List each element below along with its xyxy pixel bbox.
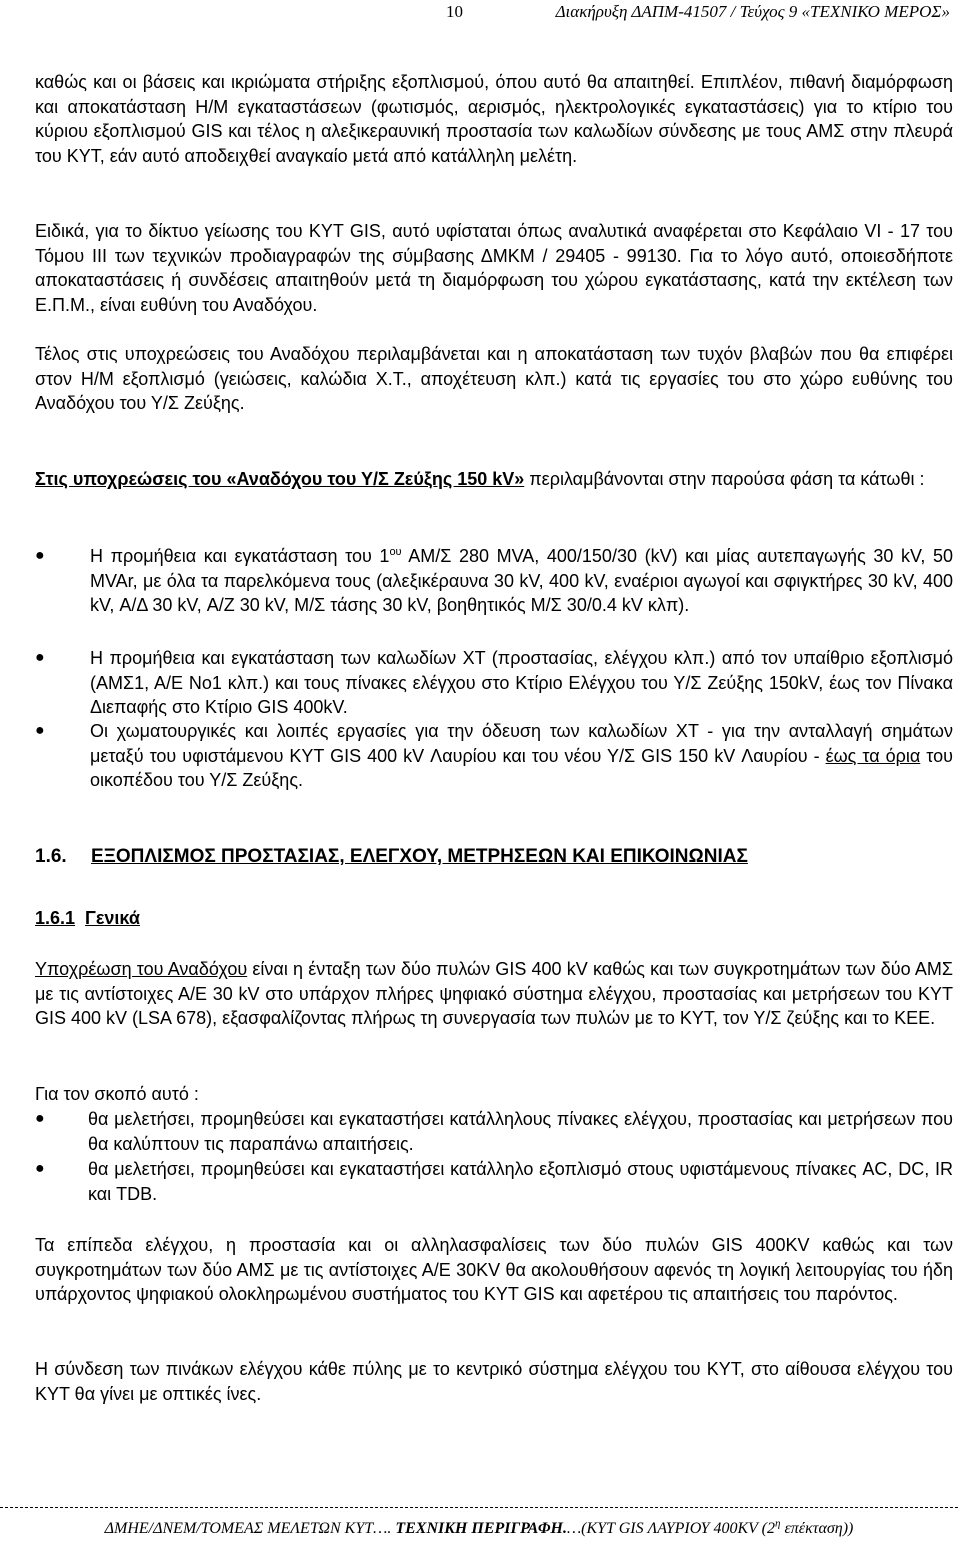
list-item bbox=[35, 646, 953, 720]
list-item bbox=[35, 1107, 953, 1156]
footer-department: ΔΜΗΕ/ΔΝΕΜ/ΤΟΜΕΑΣ ΜΕΛΕΤΩΝ ΚΥΤ…. bbox=[104, 1520, 396, 1537]
obligations-intro: περιλαμβάνονται στην παρούσα φάση τα κάτωθι : bbox=[524, 469, 925, 489]
header-title: Διακήρυξη ΔΑΠΜ-41507 / Τεύχος 9 «ΤΕΧΝΙΚΟ ΜΕΡΟΣ» bbox=[555, 2, 950, 21]
list-item bbox=[35, 1157, 953, 1206]
section-heading-1-6-1 bbox=[35, 908, 140, 929]
bullet-icon: ● bbox=[35, 547, 45, 564]
paragraph-6 bbox=[35, 1082, 953, 1107]
footer-project: …(ΚΥΤ GIS ΛΑΥΡΙΟΥ 400KV (2 bbox=[566, 1520, 775, 1537]
paragraph-5 bbox=[35, 957, 953, 1031]
footer-extension: επέκταση)) bbox=[780, 1520, 854, 1537]
paragraph-2-text: Ειδικά, για το δίκτυο γείωσης του ΚΥΤ GIS, αυτό υφίσταται όπως αναλυτικά αναφέρεται στο Κεφάλαιο VI - 17 του Τόμου III των τεχνικών προδιαγραφών της σύμβασης ΔΜΚΜ / 29405 - 99130. Για το λόγο αυτό, οποιεσδήποτε αποκαταστάσεις ή συνδέσεις απαιτηθούν μετά τη διαμόρφωση του χώρου εγκατάστασης, κατά την εκτέλεση των Ε.Π.Μ., είναι ευθύνη του Αναδόχου. bbox=[35, 221, 953, 315]
bullet-1-text-pre: Η προμήθεια και εγκατάσταση του 1 bbox=[90, 546, 390, 566]
paragraph-8-text: Η σύνδεση των πινάκων ελέγχου κάθε πύλης με το κεντρικό σύστημα ελέγχου του ΚΥΤ, στο αίθουσα ελέγχου του ΚΥΤ θα γίνει με οπτικές ίνες. bbox=[35, 1359, 953, 1404]
page-number: 10 bbox=[446, 2, 463, 21]
bullet-4-text: θα μελετήσει, προμηθεύσει και εγκαταστήσει κατάλληλους πίνακες ελέγχου, προστασίας και μετρήσεων που θα καλύπτουν τις παραπάνω απαιτήσεις. bbox=[88, 1109, 953, 1154]
page-footer bbox=[0, 1517, 958, 1538]
paragraph-1 bbox=[35, 70, 953, 168]
footer-sup: η bbox=[774, 1517, 781, 1530]
subsection-number: 1.6.1 bbox=[35, 908, 76, 928]
footer-doc-type: ΤΕΧΝΙΚΗ ΠΕΡΙΓΡΑΦΗ. bbox=[395, 1520, 567, 1537]
bullet-5-text: θα μελετήσει, προμηθεύσει και εγκαταστήσει κατάλληλο εξοπλισμό στους υφιστάμενους πίνακες AC, DC, IR και TDB. bbox=[88, 1159, 953, 1204]
footer-divider bbox=[0, 1507, 958, 1508]
paragraph-8 bbox=[35, 1357, 953, 1406]
section-number: 1.6. bbox=[35, 846, 67, 867]
paragraph-1-text: καθώς και οι βάσεις και ικριώματα στήριξης εξοπλισμού, όπου αυτό θα απαιτηθεί. Επιπλέον, πιθανή διαμόρφωση και αποκατάσταση Η/Μ εγκαταστάσεων (φωτισμός, αερισμός, ηλεκτρολογικές εγκαταστάσεις) για το κτίριο του κύριου εξοπλισμού GIS και τέλος η αλεξικεραυνική προστασία των καλωδίων σύνδεσης με τους ΑΜΣ στην πλευρά του ΚΥΤ, εάν αυτό αποδειχθεί αναγκαίο μετά από κατάλληλη μελέτη. bbox=[35, 72, 953, 166]
bullet-1-text-post: ΑΜ/Σ 280 MVA, 400/150/30 (kV) και μίας αυτεπαγωγής 30 kV, 50 MVAr, με όλα τα παρελκόμενα τους (αλεξικέραυνα 30 kV, 400 kV, εναέριοι αγωγοί και σφιγκτήρες 30 kV, 400 kV, Α/Δ 30 kV, Α/Ζ 30 kV, Μ/Σ τάσης 30 kV, βοηθητικός Μ/Σ 30/0.4 kV κλπ). bbox=[90, 546, 953, 615]
contractor-obligation-label: Υποχρέωση του Αναδόχου bbox=[35, 959, 248, 979]
bullet-icon: ● bbox=[35, 1110, 45, 1127]
paragraph-5-text: είναι η ένταξη των δύο πυλών GIS 400 kV καθώς και των συγκροτημάτων των δύο ΑΜΣ με τις αντίστοιχες Α/Ε 30 kV στο υπάρχον πλήρες ψηφιακό σύστημα ελέγχου, προστασίας και μετρήσεων του ΚΥΤ GIS 400 kV (LSA 678), εξασφαλίζοντας πλήρως τη συνεργασία των πυλών με το ΚΥΤ, τον Υ/Σ ζεύξης και το ΚΕΕ. bbox=[35, 959, 953, 1028]
paragraph-2 bbox=[35, 219, 953, 317]
paragraph-3 bbox=[35, 342, 953, 416]
list-item bbox=[35, 719, 953, 793]
paragraph-4 bbox=[35, 467, 953, 492]
bullet-3-text-pre: Οι χωματουργικές και λοιπές εργασίες για την όδευση των καλωδίων ΧΤ - για την ανταλλαγή σημάτων μεταξύ του υφιστάμενου ΚΥΤ GIS 400 kV Λαυρίου και του νέου Υ/Σ GIS 150 kV Λαυρίου - bbox=[90, 721, 953, 766]
subsection-title: Γενικά bbox=[85, 908, 140, 928]
section-title: ΕΞΟΠΛΙΣΜΟΣ ΠΡΟΣΤΑΣΙΑΣ, ΕΛΕΓΧΟΥ, ΜΕΤΡΗΣΕΩΝ ΚΑΙ ΕΠΙΚΟΙΝΩΝΙΑΣ bbox=[91, 846, 748, 867]
paragraph-7-text: Τα επίπεδα ελέγχου, η προστασία και οι αλληλασφαλίσεις των δύο πυλών GIS 400KV καθώς και των συγκροτημάτων των δύο ΑΜΣ με τις αντίστοιχες Α/Ε 30KV θα ακολουθήσουν αφενός τη λογική λειτουργίας του ήδη υπάρχοντος ψηφιακού ολοκληρωμένου συστήματος του ΚΥΤ GIS και αφετέρου τις απαιτήσεις του παρόντος. bbox=[35, 1235, 953, 1304]
bullet-icon: ● bbox=[35, 1160, 45, 1177]
page-header bbox=[0, 2, 958, 24]
bullet-icon: ● bbox=[35, 649, 45, 666]
paragraph-7 bbox=[35, 1233, 953, 1307]
bullet-1-sup: ου bbox=[389, 546, 402, 558]
obligations-heading: Στις υποχρεώσεις του «Αναδόχου του Υ/Σ Ζεύξης 150 kV» bbox=[35, 469, 525, 489]
list-item bbox=[35, 544, 953, 618]
bullet-icon: ● bbox=[35, 722, 45, 739]
paragraph-3-text: Τέλος στις υποχρεώσεις του Αναδόχου περιλαμβάνεται και η αποκατάσταση των τυχόν βλαβών που θα επιφέρει στον Η/Μ εξοπλισμό (γειώσεις, καλώδια Χ.Τ., αποχέτευση κλπ.) κατά τις εργασίες του στο χώρο ευθύνης του Αναδόχου του Υ/Σ Ζεύξης. bbox=[35, 344, 953, 413]
bullet-3-underlined: έως τα όρια bbox=[825, 745, 921, 766]
bullet-2-text: Η προμήθεια και εγκατάσταση των καλωδίων ΧΤ (προστασίας, ελέγχου κλπ.) από τον υπαίθριο εξοπλισμό (ΑΜΣ1, Α/Ε Νο1 κλπ.) και τους πίνακες ελέγχου στο Κτίριο Ελέγχου του Υ/Σ Ζεύξης 150kV, έως τον Πίνακα Διεπαφής στο Κτίριο GIS 400kV. bbox=[90, 648, 953, 717]
section-heading-1-6 bbox=[35, 846, 748, 868]
bullet-3-text-post: του οικοπέδου του Υ/Σ Ζεύξης. bbox=[90, 745, 953, 790]
paragraph-6-text: Για τον σκοπό αυτό : bbox=[35, 1084, 199, 1104]
